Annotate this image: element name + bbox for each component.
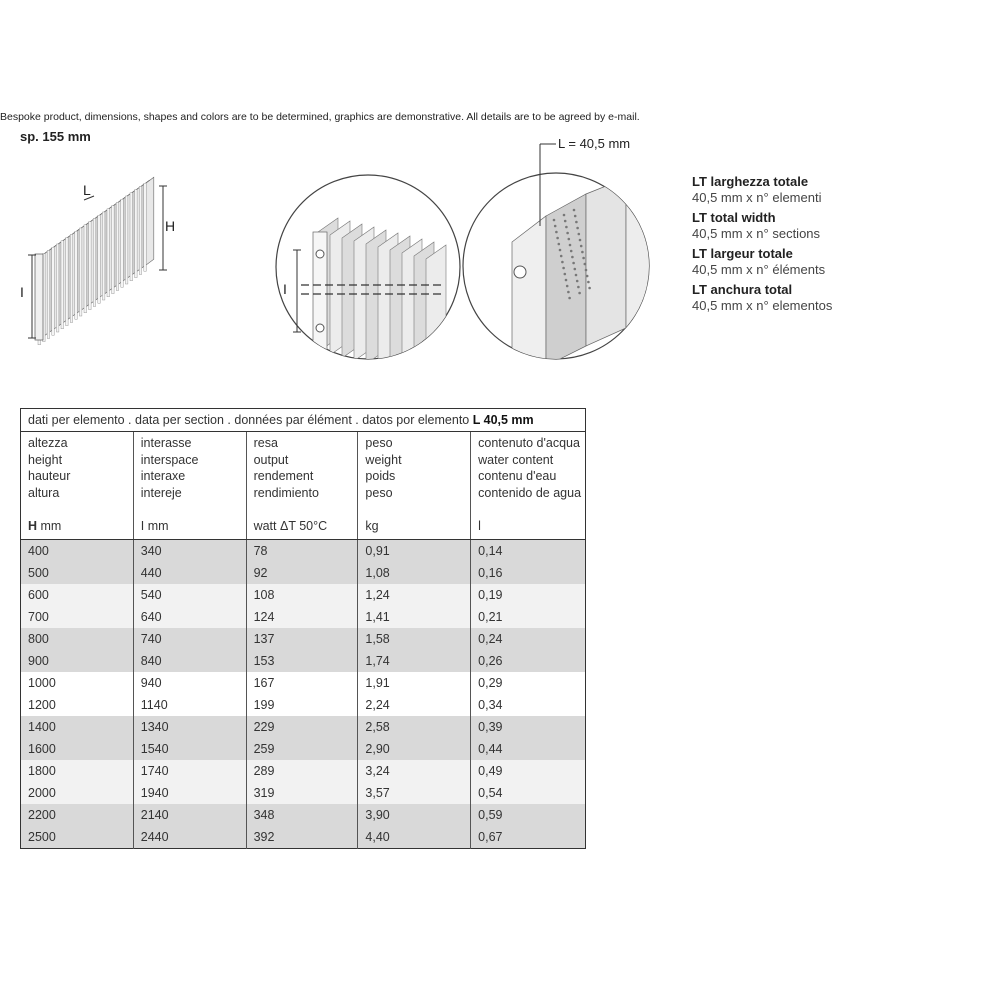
column-header-name: altura: [28, 485, 60, 500]
table-cell: 2500: [21, 826, 134, 849]
column-header-name: water content: [478, 452, 554, 467]
column-header-name: altezza: [28, 436, 68, 450]
table-row: [21, 716, 586, 738]
table-cell: 800: [21, 628, 134, 650]
lt-title: LT largeur totale: [692, 246, 793, 261]
length-label-l: L: [83, 182, 91, 198]
table-row: [21, 782, 586, 804]
column-header-name: peso: [365, 436, 393, 450]
table-cell: 0,67: [471, 826, 586, 849]
table-cell: 1800: [21, 760, 134, 782]
lt-formula: 40,5 mm x n° éléments: [692, 262, 826, 277]
disclaimer-text: Bespoke product, dimensions, shapes and colors are to be determined, graphics are demonstrative. All details are to be agreed by e-mail.: [0, 111, 640, 123]
table-cell: 0,29: [471, 672, 586, 694]
table-cell: 348: [246, 804, 358, 826]
table-cell: 0,49: [471, 760, 586, 782]
table-row: [21, 672, 586, 694]
detail-circle-interaxis: [273, 172, 463, 362]
table-cell: 153: [246, 650, 358, 672]
thickness-label: sp. 155 mm: [20, 129, 91, 144]
table-cell: 540: [133, 584, 246, 606]
table-cell: 1,58: [358, 628, 471, 650]
column-unit: [478, 518, 481, 535]
table-caption-row: [21, 409, 586, 432]
section-data-table: [20, 408, 586, 849]
interaxis-label-i: I: [20, 284, 24, 300]
column-header-name: intereje: [140, 485, 182, 500]
column-header-name: peso: [365, 485, 393, 500]
column-header-name: contenu d'eau: [478, 469, 557, 483]
column-unit-text: watt ΔT 50°C: [253, 518, 328, 533]
table-cell: 600: [21, 584, 134, 606]
table-cell: 319: [246, 782, 358, 804]
lt-title: LT total width: [692, 210, 776, 225]
table-cell: 2,58: [358, 716, 471, 738]
column-header-name: rendement: [253, 469, 314, 483]
column-header-name: interasse: [140, 436, 192, 450]
total-width-legend: [692, 174, 992, 318]
table-header-row: [21, 432, 586, 540]
column-header-name: hauteur: [28, 469, 71, 483]
table-row: [21, 650, 586, 672]
column-header-name: weight: [365, 452, 402, 467]
lt-formula: 40,5 mm x n° elementos: [692, 298, 833, 313]
table-cell: 199: [246, 694, 358, 716]
table-row: [21, 562, 586, 584]
table-row: [21, 804, 586, 826]
caption-text: dati per elemento . data per section . données par élément . datos por elemento: [28, 413, 473, 427]
table-cell: 3,90: [358, 804, 471, 826]
table-cell: 124: [246, 606, 358, 628]
column-unit: [365, 518, 378, 535]
table-cell: 0,59: [471, 804, 586, 826]
column-unit-text: l: [478, 518, 481, 533]
table-row: [21, 738, 586, 760]
height-label-h: H: [165, 218, 176, 234]
lt-title: LT anchura total: [692, 282, 793, 297]
column-unit: [254, 518, 328, 535]
table-cell: 137: [246, 628, 358, 650]
column-header-name: interspace: [140, 452, 199, 467]
table-cell: 108: [246, 584, 358, 606]
table-cell: 1,91: [358, 672, 471, 694]
table-cell: 3,24: [358, 760, 471, 782]
table-cell: 0,24: [471, 628, 586, 650]
table-cell: 2140: [133, 804, 246, 826]
table-cell: 0,16: [471, 562, 586, 584]
table-cell: 0,54: [471, 782, 586, 804]
column-header-name: contenido de agua: [478, 485, 582, 500]
table-cell: 2,24: [358, 694, 471, 716]
table-cell: 0,39: [471, 716, 586, 738]
column-header-name: resa: [253, 436, 278, 450]
interaxis-detail-label-i: I: [283, 281, 287, 297]
table-cell: 1,24: [358, 584, 471, 606]
table-row: [21, 826, 586, 849]
table-cell: 500: [21, 562, 134, 584]
column-header-name: height: [28, 452, 63, 467]
table-cell: 289: [246, 760, 358, 782]
column-header-name: poids: [365, 469, 396, 483]
column-unit-symbol: H: [28, 518, 38, 533]
lt-formula: 40,5 mm x n° sections: [692, 226, 821, 241]
column-unit-text: kg: [365, 518, 379, 533]
column-unit-text: I mm: [140, 518, 169, 533]
column-unit-text: mm: [37, 518, 62, 533]
table-cell: 3,57: [358, 782, 471, 804]
table-cell: 1000: [21, 672, 134, 694]
column-header: [471, 432, 586, 540]
table-cell: 0,21: [471, 606, 586, 628]
table-cell: 900: [21, 650, 134, 672]
table-cell: 840: [133, 650, 246, 672]
table-cell: 940: [133, 672, 246, 694]
table-cell: 259: [246, 738, 358, 760]
lt-title: LT larghezza totale: [692, 174, 809, 189]
table-row: [21, 760, 586, 782]
table-row: [21, 628, 586, 650]
table-row: [21, 540, 586, 563]
table-cell: 1140: [133, 694, 246, 716]
table-cell: 2000: [21, 782, 134, 804]
callout-leader-line: [536, 140, 560, 230]
lt-formula: 40,5 mm x n° elementi: [692, 190, 822, 205]
table-cell: 440: [133, 562, 246, 584]
table-cell: 0,44: [471, 738, 586, 760]
column-header-name: contenuto d'acqua: [478, 436, 580, 450]
column-header: [358, 432, 471, 540]
table-cell: 392: [246, 826, 358, 849]
column-header-name: interaxe: [140, 469, 186, 483]
radiator-overview-drawing: [20, 170, 185, 350]
table-cell: 1,74: [358, 650, 471, 672]
column-header: [21, 432, 134, 540]
table-cell: 2200: [21, 804, 134, 826]
table-cell: 1940: [133, 782, 246, 804]
table-cell: 1200: [21, 694, 134, 716]
column-header: [133, 432, 246, 540]
table-cell: 92: [246, 562, 358, 584]
table-cell: 340: [133, 540, 246, 563]
table-cell: 229: [246, 716, 358, 738]
section-width-callout: L = 40,5 mm: [558, 136, 631, 151]
table-cell: 1740: [133, 760, 246, 782]
table-cell: 0,91: [358, 540, 471, 563]
column-unit: [141, 518, 169, 535]
table-cell: 0,34: [471, 694, 586, 716]
table-cell: 78: [246, 540, 358, 563]
column-header-name: output: [253, 452, 289, 467]
table-cell: 1600: [21, 738, 134, 760]
column-header-name: rendimiento: [253, 485, 319, 500]
table-cell: 4,40: [358, 826, 471, 849]
table-row: [21, 606, 586, 628]
table-cell: 740: [133, 628, 246, 650]
table-cell: 2,90: [358, 738, 471, 760]
column-header: [246, 432, 358, 540]
table-row: [21, 694, 586, 716]
lt-item-fr: [692, 246, 992, 278]
lt-item-en: [692, 210, 992, 242]
table-cell: 0,26: [471, 650, 586, 672]
column-unit: [28, 518, 61, 535]
table-cell: 1340: [133, 716, 246, 738]
table-cell: 1400: [21, 716, 134, 738]
table-cell: 1,08: [358, 562, 471, 584]
table-cell: 2440: [133, 826, 246, 849]
table-cell: 0,14: [471, 540, 586, 563]
table-cell: 400: [21, 540, 134, 563]
table-cell: 1540: [133, 738, 246, 760]
table-cell: 167: [246, 672, 358, 694]
table-caption: [21, 409, 586, 432]
table-cell: 1,41: [358, 606, 471, 628]
table-cell: 700: [21, 606, 134, 628]
table-cell: 0,19: [471, 584, 586, 606]
lt-item-it: [692, 174, 992, 206]
table-cell: 640: [133, 606, 246, 628]
caption-section-width: L 40,5 mm: [472, 413, 534, 427]
lt-item-es: [692, 282, 992, 314]
table-row: [21, 584, 586, 606]
